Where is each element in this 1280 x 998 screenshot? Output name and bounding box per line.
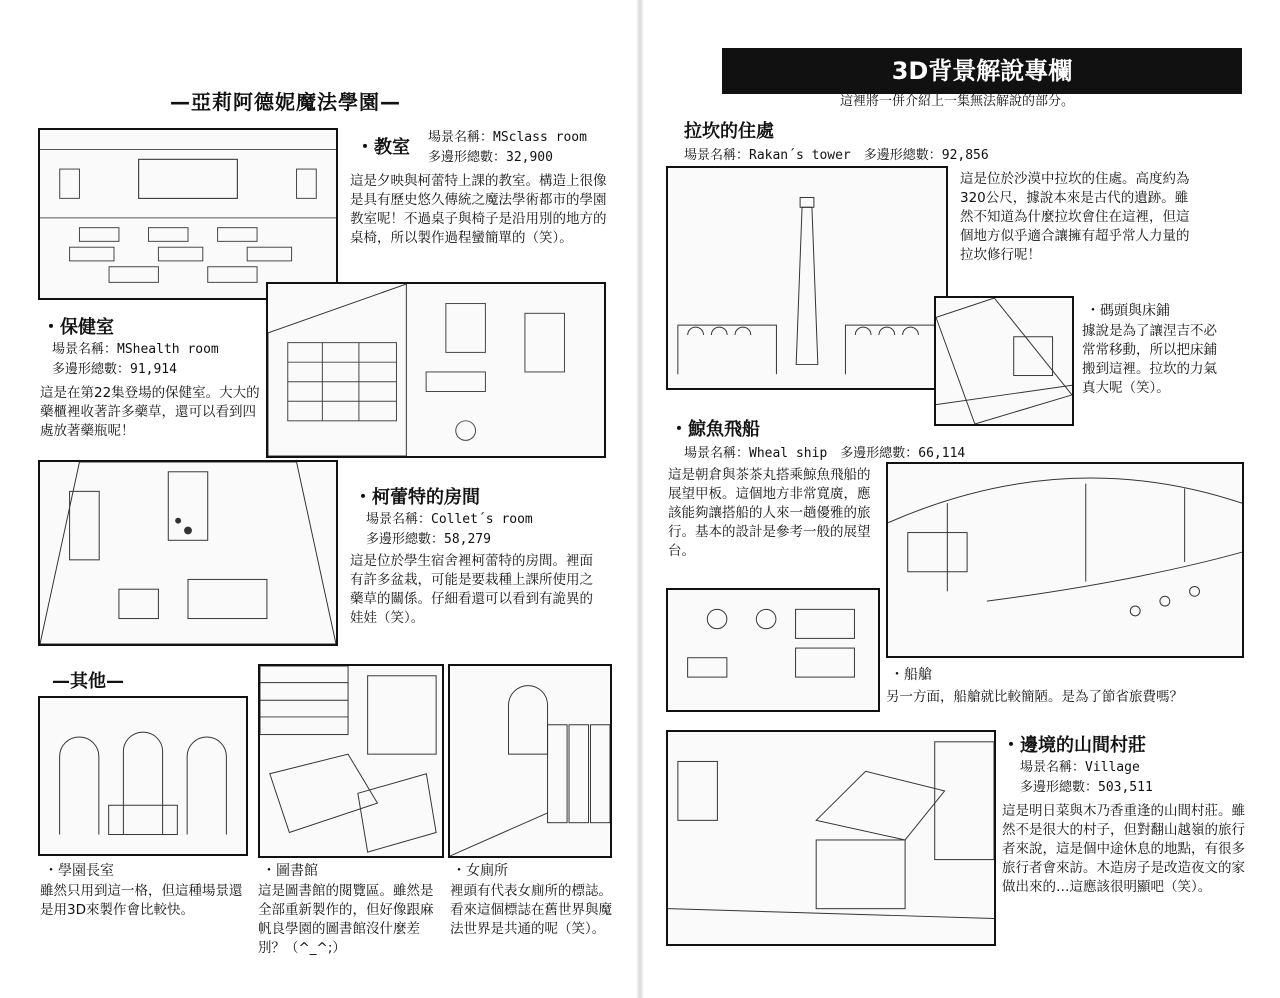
restroom-label: ・女廁所 xyxy=(452,863,508,879)
dock-description: 據說是為了讓涅吉不必常常移動，所以把床鋪搬到這裡。拉坎的力氣真大呢（笑）。 xyxy=(1082,323,1217,396)
dock-illustration xyxy=(934,296,1074,426)
rakan-meta: 場景名稱：Rakan´s tower 多邊形總數：92,856 xyxy=(684,148,989,163)
library-description: 這是圖書館的閱覽區。雖然是全部重新製作的，但好像跟麻帆良學園的圖書館沒什麼差別？（^_^;） xyxy=(258,883,434,956)
other-heading: —其他— xyxy=(52,671,124,692)
classroom-heading: ・教室 xyxy=(356,137,410,158)
health-room-heading: ・保健室 xyxy=(42,317,114,338)
cabin-description: 另一方面，船艙就比較簡陋。是為了節省旅費嗎？ xyxy=(886,689,1183,705)
library-label: ・圖書館 xyxy=(262,863,318,879)
whale-ship-heading: ・鯨魚飛船 xyxy=(670,419,760,440)
cabin-heading: ・船艙 xyxy=(890,667,932,683)
library-illustration xyxy=(258,664,444,858)
restroom-description: 裡頭有代表女廁所的標誌。看來這個標誌在舊世界與魔法世界是共通的呢（笑）。 xyxy=(450,883,612,937)
collet-room-polygons: 多邊形總數：58,279 xyxy=(366,532,491,547)
rakan-tower-illustration xyxy=(666,166,948,390)
health-room-illustration xyxy=(266,282,606,458)
village-scene-name: 場景名稱：Village xyxy=(1020,760,1140,775)
whale-ship-description: 這是朝倉與茶茶丸搭乘鯨魚飛船的展望甲板。這個地方非常寬廣，應該能夠讓搭船的人來一趟優雅的旅行。基本的設計是參考一般的展望台。 xyxy=(668,467,871,559)
collet-room-illustration xyxy=(38,460,338,646)
collet-room-description: 這是位於學生宿舍裡柯蕾特的房間。裡面有許多盆栽，可能是要栽種上課所使用之藥草的關係。仔細看還可以看到有詭異的娃娃（笑）。 xyxy=(350,553,593,626)
cabin-illustration xyxy=(666,588,880,712)
rakan-heading: 拉坎的住處 xyxy=(684,121,774,142)
village-polygons: 多邊形總數：503,511 xyxy=(1020,780,1153,795)
classroom-scene-name: 場景名稱：MSclass room xyxy=(428,130,587,145)
column-banner: 3D背景解說專欄 xyxy=(722,48,1242,94)
health-room-scene-name: 場景名稱：MShealth room xyxy=(52,342,219,357)
village-heading: ・邊境的山間村莊 xyxy=(1002,735,1146,756)
health-room-polygons: 多邊形總數：91,914 xyxy=(52,362,177,377)
principal-office-label: ・學園長室 xyxy=(44,863,114,879)
classroom-polygons: 多邊形總數：32,900 xyxy=(428,150,553,165)
collet-room-scene-name: 場景名稱：Collet´s room xyxy=(366,512,533,527)
principal-office-illustration xyxy=(38,696,248,856)
collet-room-heading: ・柯蕾特的房間 xyxy=(354,487,480,508)
classroom-illustration xyxy=(38,128,338,300)
principal-office-description: 雖然只用到這一格，但這種場景還是用3D來製作會比較快。 xyxy=(40,883,243,918)
restroom-illustration xyxy=(448,664,612,858)
column-subtitle: 這裡將一併介紹上一集無法解說的部分。 xyxy=(840,94,1075,109)
health-room-description: 這是在第22集登場的保健室。大大的藥櫃裡收著許多藥草，還可以看到四處放著藥瓶呢！ xyxy=(40,385,260,439)
village-illustration xyxy=(666,730,996,946)
page-gutter xyxy=(636,0,644,998)
village-description: 這是明日菜與木乃香重逢的山間村莊。雖然不是很大的村子，但對翻山越嶺的旅行者來說，這是個中途休息的地點，有很多旅行者會來訪。木造房子是改造夜文的家做出來的…這應該很明顯吧（笑）。 xyxy=(1002,803,1245,895)
page-title-academy: —亞莉阿德妮魔法學園— xyxy=(170,90,401,114)
whale-deck-illustration xyxy=(886,462,1244,658)
dock-heading: ・碼頭與床鋪 xyxy=(1086,303,1170,319)
rakan-description: 這是位於沙漠中拉坎的住處。高度約為320公尺，據說本來是古代的遺跡。雖然不知道為什麼拉坎會住在這裡，但這個地方似乎適合讓擁有超乎常人力量的拉坎修行呢！ xyxy=(960,171,1190,263)
whale-ship-meta: 場景名稱：Wheal ship 多邊形總數：66,114 xyxy=(684,446,966,461)
classroom-description: 這是夕映與柯蕾特上課的教室。構造上很像是具有歷史悠久傳統之魔法學術都市的學園教室呢！不過桌子與椅子是沿用別的地方的桌椅，所以製作過程蠻簡單的（笑）。 xyxy=(350,173,607,246)
